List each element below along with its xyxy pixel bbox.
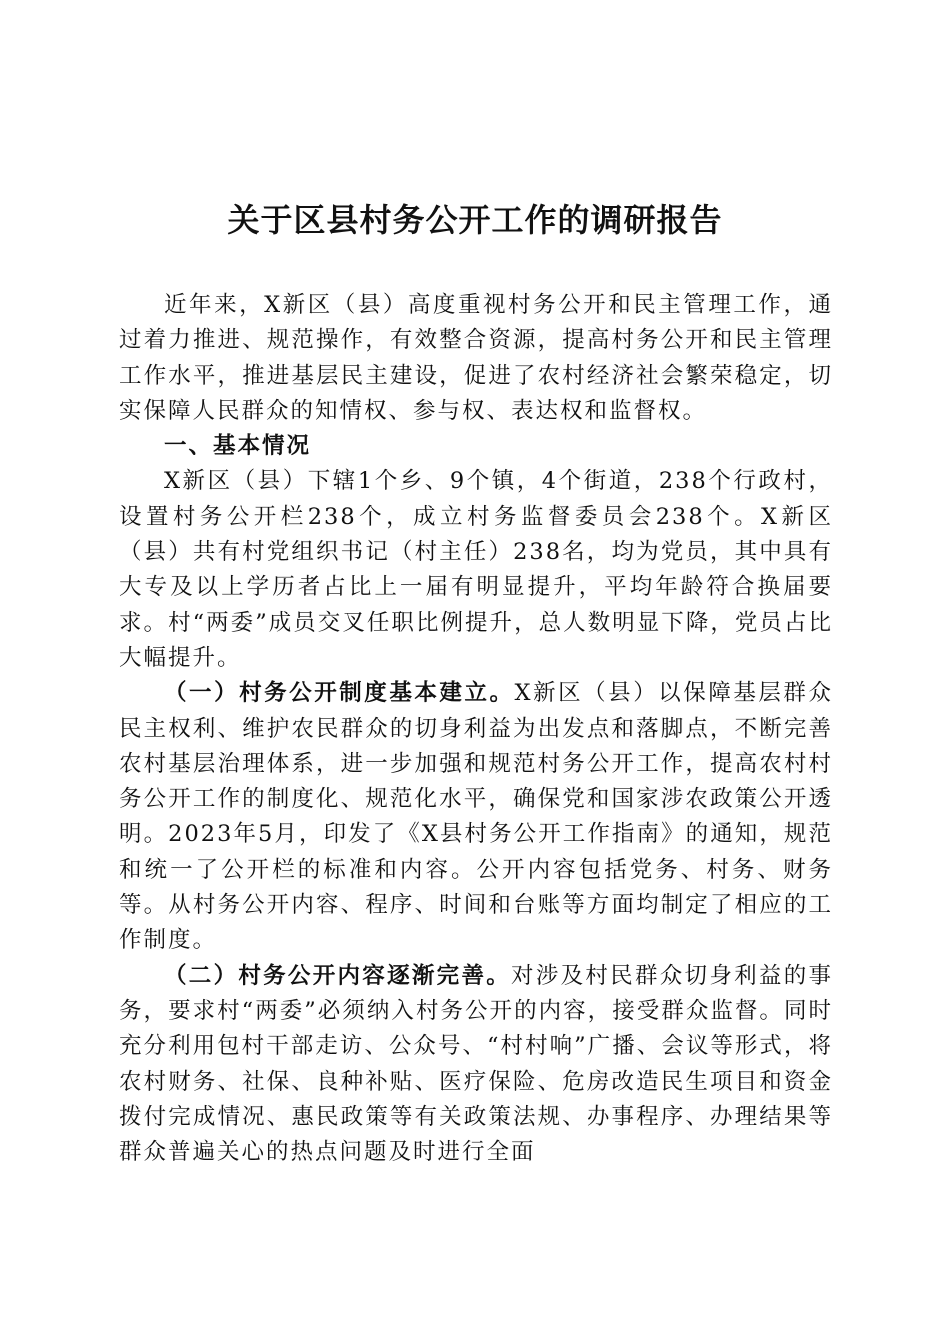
subsection-1-heading: （一）村务公开制度基本建立。: [164, 680, 515, 707]
intro-paragraph: 近年来，X新区（县）高度重视村务公开和民主管理工作，通过着力推进、规范操作，有效整合资源，提高村务公开和民主管理工作水平，推进基层民主建设，促进了农村经济社会繁荣稳定，切实保障人民群众的知情权、参与权、表达权和监督权。: [119, 292, 833, 424]
section-heading-basic-situation: 一、基本情况: [164, 433, 312, 460]
basic-situation-paragraph: X新区（县）下辖1个乡、9个镇，4个街道，238个行政村，设置村务公开栏238个，成立村务监督委员会238个。X新区（县）共有村党组织书记（村主任）238名，均为党员，其中具有大专及以上学历者占比上一届有明显提升，平均年龄符合换届要求。村“两委”成员交叉任职比例提升，总人数明显下降，党员占比大幅提升。: [119, 468, 833, 671]
subsection-1-paragraph: [119, 676, 833, 958]
subsection-2-text: 对涉及村民群众切身利益的事务，要求村“两委”必须纳入村务公开的内容，接受群众监督。同时充分利用包村干部走访、公众号、“村村响”广播、会议等形式，将农村财务、社保、良种补贴、医疗保险、危房改造民生项目和资金拨付完成情况、惠民政策等有关政策法规、办事程序、办理结果等群众普遍关心的热点问题及时进行全面: [119, 962, 833, 1166]
subsection-1-text: X新区（县）以保障基层群众民主权利、维护农民群众的切身利益为出发点和落脚点，不断完善农村基层治理体系，进一步加强和规范村务公开工作，提高农村村务公开工作的制度化、规范化水平，确保党和国家涉农政策公开透明。2023年5月，印发了《X县村务公开工作指南》的通知，规范和统一了公开栏的标准和内容。公开内容包括党务、村务、财务等。从村务公开内容、程序、时间和台账等方面均制定了相应的工作制度。: [119, 680, 833, 954]
subsection-2-paragraph: [119, 959, 833, 1171]
subsection-2-heading: （二）村务公开内容逐渐完善。: [164, 962, 512, 989]
document-title: 关于区县村务公开工作的调研报告: [227, 201, 723, 239]
document-body: [119, 288, 833, 1170]
